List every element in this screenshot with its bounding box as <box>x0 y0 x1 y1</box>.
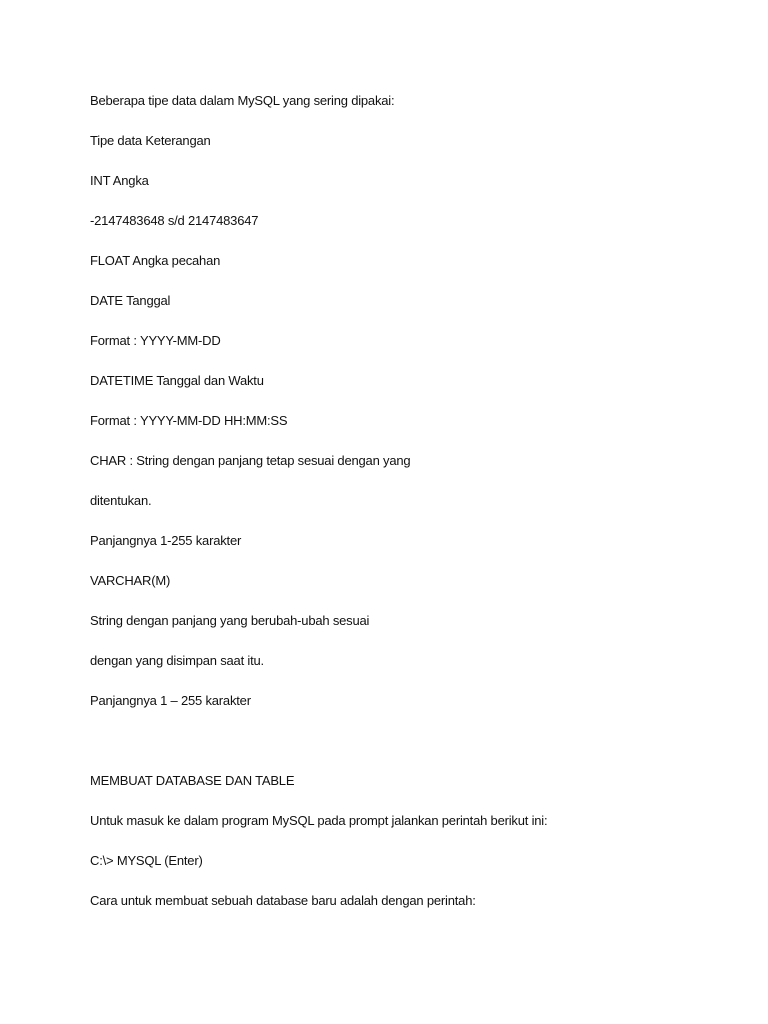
int-type-line: INT Angka <box>90 173 149 188</box>
datetime-format-line: Format : YYYY-MM-DD HH:MM:SS <box>90 413 288 428</box>
mysql-command-line: C:\> MYSQL (Enter) <box>90 853 203 868</box>
varchar-length-line: Panjangnya 1 – 255 karakter <box>90 693 251 708</box>
char-length-line: Panjangnya 1-255 karakter <box>90 533 242 548</box>
date-format-line: Format : YYYY-MM-DD <box>90 333 221 348</box>
intro-heading: Beberapa tipe data dalam MySQL yang sering dipakai: <box>90 93 395 108</box>
section-heading: MEMBUAT DATABASE DAN TABLE <box>90 773 295 788</box>
varchar-type-line: VARCHAR(M) <box>90 573 171 588</box>
table-header-line: Tipe data Keterangan <box>90 133 211 148</box>
date-type-line: DATE Tanggal <box>90 293 171 308</box>
int-range-line: -2147483648 s/d 2147483647 <box>90 213 259 228</box>
create-database-instruction: Cara untuk membuat sebuah database baru adalah dengan perintah: <box>90 893 476 908</box>
varchar-desc-line: String dengan panjang yang berubah-ubah sesuai <box>90 613 370 628</box>
varchar-desc-continuation: dengan yang disimpan saat itu. <box>90 653 264 668</box>
datetime-type-line: DATETIME Tanggal dan Waktu <box>90 373 264 388</box>
mysql-login-instruction: Untuk masuk ke dalam program MySQL pada prompt jalankan perintah berikut ini: <box>90 813 548 828</box>
char-type-continuation: ditentukan. <box>90 493 152 508</box>
float-type-line: FLOAT Angka pecahan <box>90 253 221 268</box>
char-type-line: CHAR : String dengan panjang tetap sesuai dengan yang <box>90 453 411 468</box>
